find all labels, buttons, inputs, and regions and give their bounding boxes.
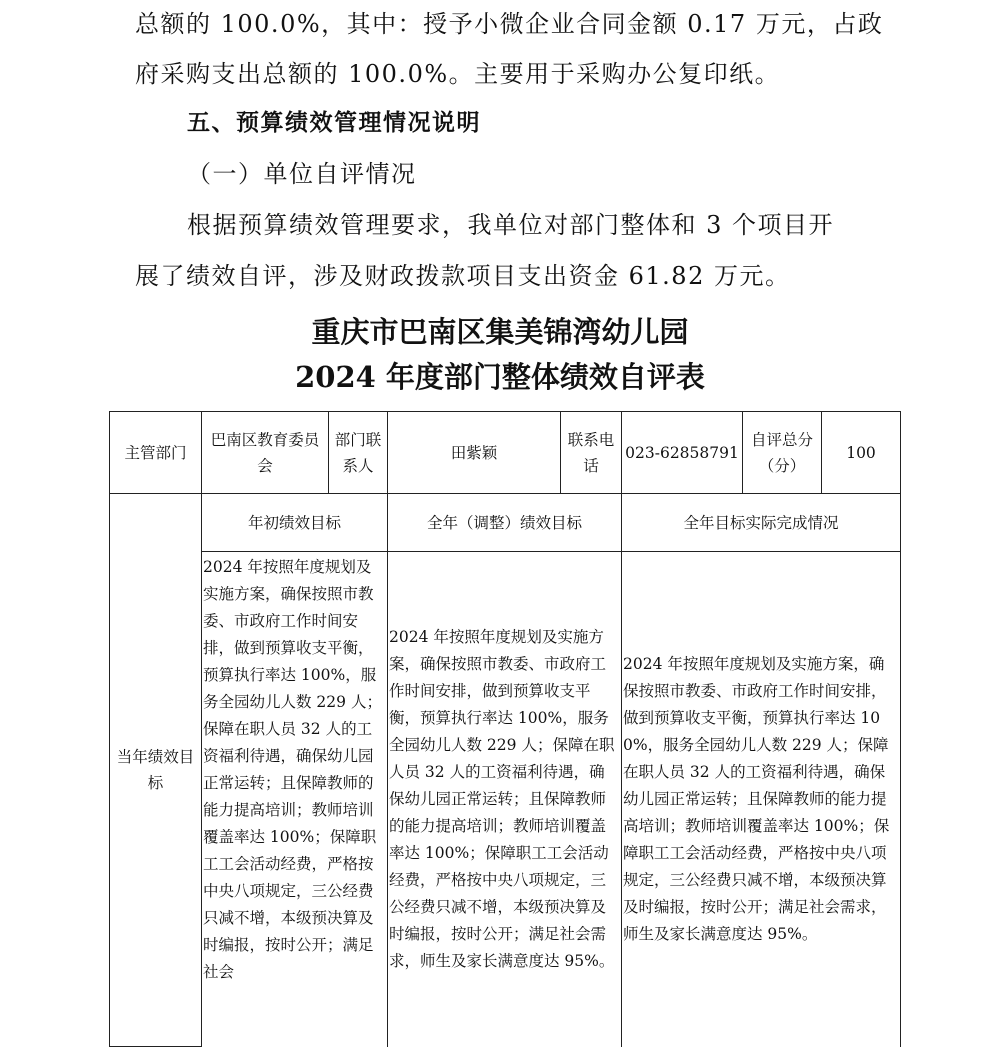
goal-label-cell: 当年绩效目标 <box>110 494 202 1047</box>
contact-value-cell: 田紫颖 <box>388 412 561 494</box>
phone-label-cell: 联系电话 <box>561 412 622 494</box>
contact-label-cell: 部门联系人 <box>329 412 388 494</box>
score-label-cell: 自评总分（分） <box>743 412 822 494</box>
table-title-line2: 2024 年度部门整体绩效自评表 <box>295 360 705 394</box>
paragraph-line: 展了绩效自评，涉及财政拨款项目支出资金 61.82 万元。 <box>135 262 791 290</box>
section-heading: 五、预算绩效管理情况说明 <box>187 110 481 136</box>
sub-heading: （一）单位自评情况 <box>187 160 417 188</box>
performance-self-evaluation-table <box>109 411 901 1047</box>
initial-goal-text: 2024 年按照年度规划及实施方案，确保按照市教委、市政府工作时间安排，做到预算收支平衡，预算执行率达 100%，服务全园幼儿人数 229 人；保障在职人员 32 人的工资福利待遇，确保幼儿园正常运转；且保障教师的能力提高培训；教师培训覆盖率达 100%；保障职工工会活动经费，严格按中央八项规定，三公经费只减不增，本级预决算及时编报，按时公开；满足社会 <box>202 552 388 1047</box>
adjusted-goal-text: 2024 年按照年度规划及实施方案，确保按照市教委、市政府工作时间安排，做到预算收支平衡，预算执行率达 100%，服务全园幼儿人数 229 人；保障在职人员 32 人的工资福利待遇，确保幼儿园正常运转；且保障教师的能力提高培训；教师培训覆盖率达 100%；保障职工工会活动经费，严格按中央八项规定，三公经费只减不增，本级预决算及时编报，按时公开；满足社会需求，师生及家长满意度达 95%。 <box>388 552 622 1047</box>
paragraph-line: 总额的 100.0%，其中：授予小微企业合同金额 0.17 万元，占政 <box>135 10 884 38</box>
actual-completion-text: 2024 年按照年度规划及实施方案，确保按照市教委、市政府工作时间安排，做到预算收支平衡，预算执行率达 100%，服务全园幼儿人数 229 人；保障在职人员 32 人的工资福利待遇，确保幼儿园正常运转；且保障教师的能力提高培训；教师培训覆盖率达 100%；保障职工工会活动经费，严格按中央八项规定，三公经费只减不增，本级预决算及时编报，按时公开；满足社会需求，师生及家长满意度达 95%。 <box>622 552 901 1047</box>
header-initial-goal: 年初绩效目标 <box>202 494 388 552</box>
header-adjusted-goal: 全年（调整）绩效目标 <box>388 494 622 552</box>
dept-label-cell: 主管部门 <box>110 412 202 494</box>
phone-value-cell: 023-62858791 <box>622 412 743 494</box>
score-value-cell: 100 <box>822 412 901 494</box>
table-title-line1: 重庆市巴南区集美锦湾幼儿园 <box>311 315 689 349</box>
dept-value-cell: 巴南区教育委员会 <box>202 412 329 494</box>
paragraph-line: 根据预算绩效管理要求，我单位对部门整体和 3 个项目开 <box>187 211 835 239</box>
header-actual-completion: 全年目标实际完成情况 <box>622 494 901 552</box>
paragraph-line: 府采购支出总额的 100.0%。主要用于采购办公复印纸。 <box>135 60 781 88</box>
